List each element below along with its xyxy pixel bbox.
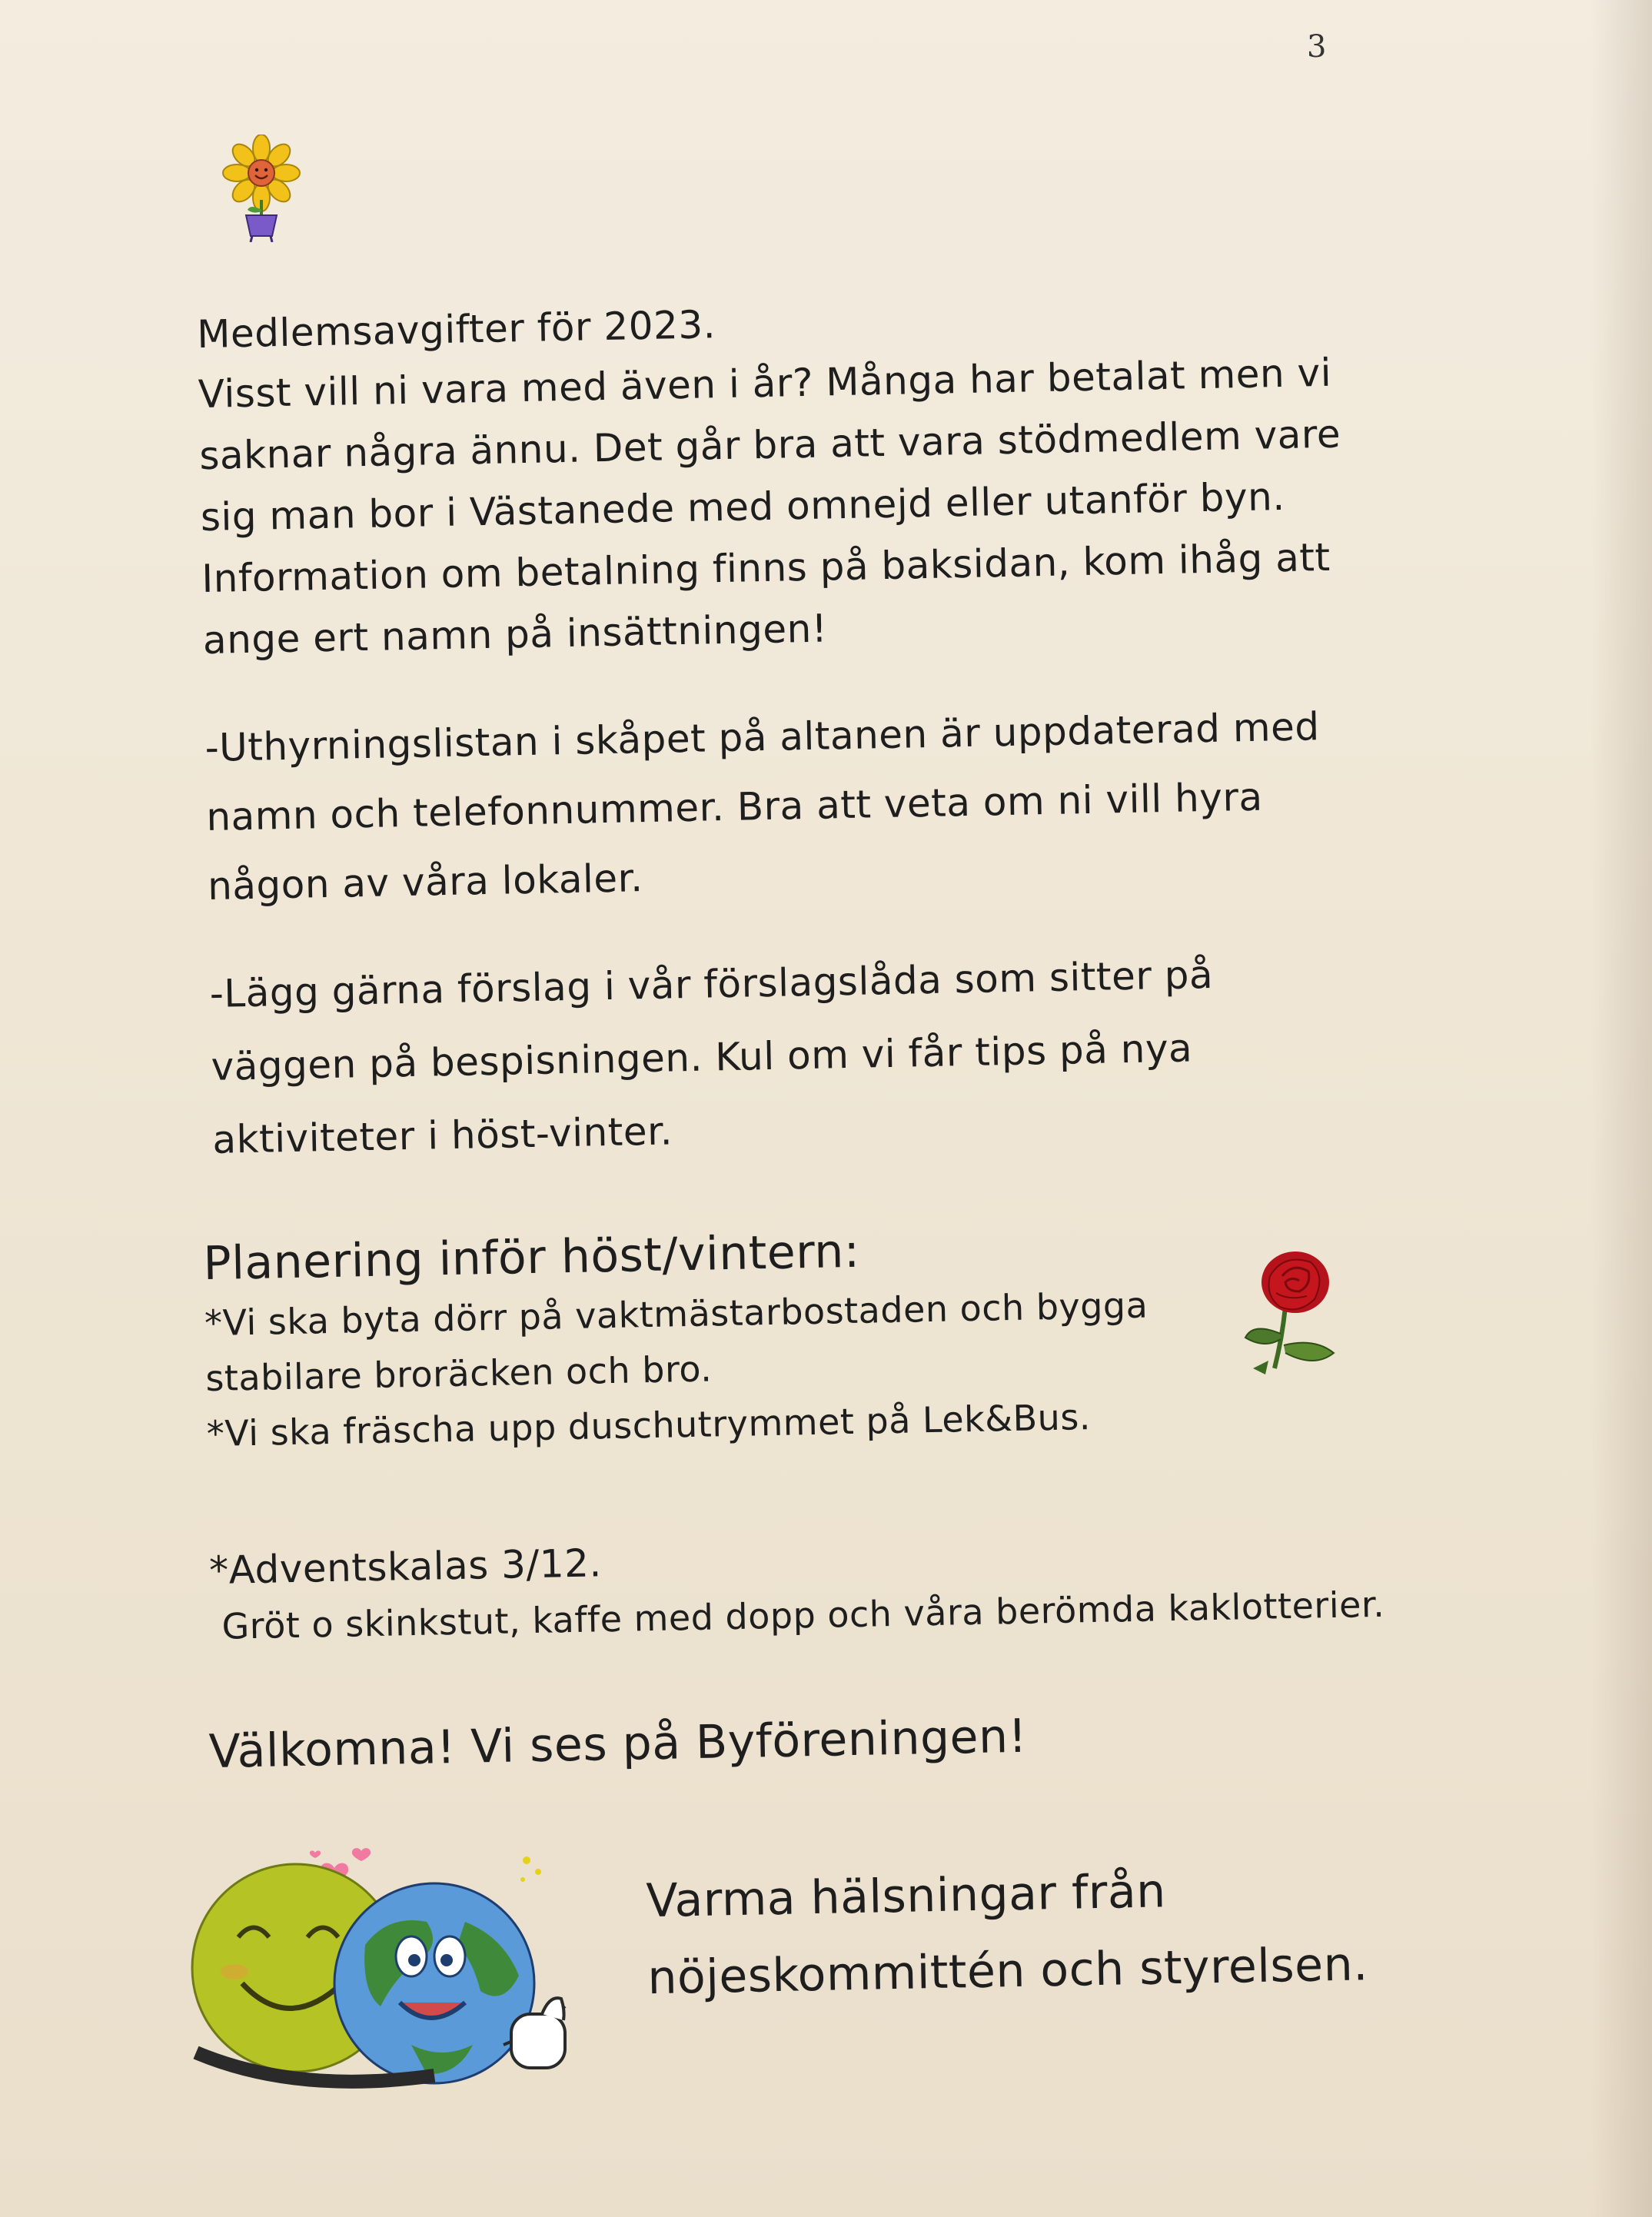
rental-line-1: -Uthyrningslistan i skåpet på altanen är uppdaterad med: [204, 704, 1321, 770]
advent-title: *Adventskalas 3/12.: [208, 1541, 603, 1594]
suggestion-line-2: väggen på bespisningen. Kul om vi får tips på nya: [211, 1025, 1193, 1089]
planning-title: Planering inför höst/vintern:: [202, 1224, 861, 1291]
hugging-smileys-icon: [181, 1830, 596, 2099]
membership-line-5: ange ert namn på insättningen!: [202, 606, 828, 663]
page-edge-shadow: [1591, 0, 1652, 2217]
membership-line-3: sig man bor i Västanede med omnejd eller utanför byn.: [200, 474, 1286, 540]
membership-line-1: Visst vill ni vara med även i år? Många har betalat men vi: [198, 350, 1332, 417]
planning-line-3: *Vi ska fräscha upp duschutrymmet på Lek&Bus.: [206, 1396, 1092, 1455]
membership-title: Medlemsavgifter för 2023.: [196, 302, 716, 357]
advent-detail: Gröt o skinkstut, kaffe med dopp och våra berömda kaklotterier.: [221, 1583, 1385, 1647]
membership-line-4: Information om betalning finns på baksidan, kom ihåg att: [201, 534, 1331, 602]
page-number: 3: [1307, 29, 1327, 65]
suggestion-line-1: -Lägg gärna förslag i vår förslagslåda som sitter på: [209, 952, 1214, 1016]
rental-line-2: namn och telefonnummer. Bra att veta om ni vill hyra: [205, 774, 1264, 839]
planning-line-2: stabilare broräcken och bro.: [204, 1348, 713, 1400]
membership-line-2: saknar några ännu. Det går bra att vara stödmedlem vare: [198, 411, 1341, 479]
planning-line-1: *Vi ska byta dörr på vaktmästarbostaden och bygga: [204, 1284, 1148, 1344]
suggestion-line-3: aktiviteter i höst-vinter.: [211, 1108, 673, 1162]
rental-line-3: någon av våra lokaler.: [207, 856, 643, 909]
welcome-line: Välkomna! Vi ses på Byföreningen!: [208, 1709, 1028, 1780]
sunflower-icon: [215, 135, 307, 242]
rose-icon: [1238, 1245, 1345, 1376]
greeting-line-1: Varma hälsningar från: [645, 1864, 1167, 1929]
greeting-line-2: nöjeskommittén och styrelsen.: [647, 1937, 1369, 2006]
